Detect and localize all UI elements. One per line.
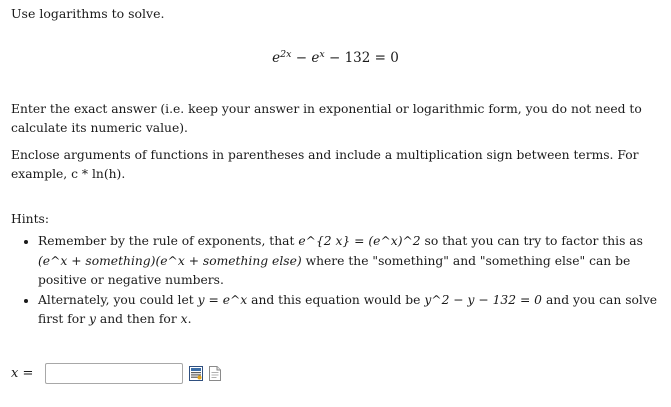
exact-answer-instruction: Enter the exact answer (i.e. keep your answer in exponential or logarithmic form, you do not need to calculate its numeric value). [11,102,642,135]
hints-list [16,232,668,330]
hint1-part1: Remember by the rule of exponents, that [38,234,295,248]
example-end: . [121,167,126,181]
preview-icon[interactable] [189,366,203,381]
eq-base-2: e [311,50,320,66]
eq-minus-2: − [328,50,341,66]
main-equation [0,50,671,66]
enclose-text: Enclose arguments of functions in parentheses and include a multiplication sign between terms. For example, [11,148,639,181]
hint2-var-y: y [89,312,96,326]
hint2-part3: and you can solve first for [38,292,658,326]
help-page-icon[interactable] [209,366,221,381]
hint2-part5: . [187,312,192,326]
hint-item [38,232,668,291]
eq-base-1: e [272,50,281,66]
answer-label: x = [11,365,34,381]
hints-title: Hints: [11,212,49,226]
hint2-math2: y^2 − y − 132 = 0 [424,292,543,307]
answer-row [11,361,221,385]
hint1-math1: e^{2 x} = (e^x)^2 [298,234,421,248]
hint-item [38,291,668,330]
hint2-part4: and then for [99,312,177,326]
hint2-part1: Alternately, you could let [38,292,194,307]
hint1-part2: so that you can try to factor this as [424,234,643,248]
eq-constant: 132 [344,50,371,66]
hint1-math2: (e^x + something)(e^x + something else) [38,253,302,268]
eq-equals: = [374,50,386,66]
hint2-part2: and this equation would be [251,292,421,307]
eq-minus-1: − [295,50,308,66]
eq-rhs: 0 [390,50,399,66]
hint2-math1: y = e^x [197,292,248,307]
hint1-part3: where the "something" and "something else" can be positive or negative numbers. [38,253,631,287]
answer-input[interactable] [45,363,183,384]
eq-exp-2: x [319,48,325,60]
hint2-var-x: x [180,312,188,326]
example-expression: c * ln(h) [71,167,122,181]
instruction-text: Use logarithms to solve. [11,6,165,21]
enclose-instruction [11,146,661,184]
eq-exp-1: 2x [280,48,292,60]
